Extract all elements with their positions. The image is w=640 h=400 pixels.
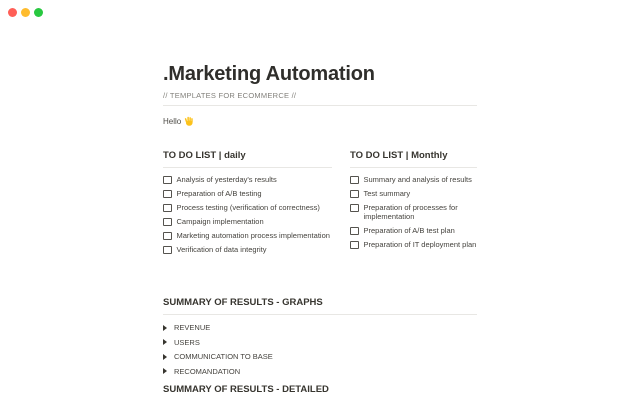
- checkbox[interactable]: [163, 176, 172, 185]
- toggle-item[interactable]: [163, 352, 477, 361]
- toggle-item[interactable]: [163, 367, 477, 376]
- todo-daily-items: [163, 175, 332, 254]
- summary-graphs-divider: [163, 314, 477, 315]
- todo-item-label: Summary and analysis of results: [363, 175, 472, 184]
- close-window-button[interactable]: [8, 8, 17, 17]
- todo-item: [163, 203, 332, 212]
- todo-item: [163, 189, 332, 198]
- summary-graphs-toggles: [163, 323, 477, 376]
- checkbox[interactable]: [350, 241, 359, 250]
- summary-graphs-section: [163, 297, 477, 381]
- toggle-item[interactable]: [163, 338, 477, 347]
- todo-item: [163, 245, 332, 254]
- toggle-label: USERS: [174, 337, 200, 347]
- checkbox[interactable]: [163, 246, 172, 255]
- greeting-text: Hello: [163, 116, 182, 126]
- todo-item: [163, 231, 332, 240]
- toggle-arrow-icon[interactable]: [163, 325, 167, 331]
- todo-item: [350, 240, 477, 249]
- todo-item-label: Process testing (verification of correctness): [176, 203, 320, 212]
- checkbox[interactable]: [163, 204, 172, 213]
- minimize-window-button[interactable]: [21, 8, 30, 17]
- todo-item-label: Preparation of IT deployment plan: [363, 240, 477, 249]
- todo-item-label: Preparation of A/B testing: [176, 189, 262, 198]
- todo-item: [350, 226, 477, 235]
- toggle-item[interactable]: [163, 323, 477, 332]
- checkbox[interactable]: [163, 232, 172, 241]
- summary-detailed-heading: SUMMARY OF RESULTS - DETAILED: [163, 384, 329, 395]
- toggle-arrow-icon[interactable]: [163, 354, 167, 360]
- toggle-label: RECOMANDATION: [174, 366, 241, 376]
- waving-hand-emoji-icon: [184, 116, 194, 126]
- todo-daily-heading: TO DO LIST | daily: [163, 150, 332, 168]
- page-subtitle: // TEMPLATES FOR ECOMMERCE //: [163, 91, 297, 100]
- checkbox[interactable]: [350, 190, 359, 199]
- checkbox[interactable]: [163, 218, 172, 227]
- toggle-arrow-icon[interactable]: [163, 339, 167, 345]
- todo-item: [163, 217, 332, 226]
- todo-monthly-divider: [350, 167, 477, 168]
- title-divider: [163, 105, 477, 106]
- todo-item-label: Preparation of A/B test plan: [363, 226, 455, 235]
- todo-monthly-heading: TO DO LIST | Monthly: [350, 150, 477, 168]
- checkbox[interactable]: [350, 204, 359, 213]
- todo-item-label: Verification of data integrity: [176, 245, 267, 254]
- todo-item: [350, 189, 477, 198]
- todo-daily-column: [163, 150, 332, 259]
- page-content: [163, 64, 477, 259]
- todo-daily-divider: [163, 167, 332, 168]
- summary-detailed-section: [163, 384, 477, 395]
- todo-item: [163, 175, 332, 184]
- todo-item-label: Marketing automation process implementation: [176, 231, 330, 240]
- toggle-label: REVENUE: [174, 323, 211, 332]
- todo-monthly-column: [350, 150, 477, 259]
- todo-item: [350, 175, 477, 184]
- todo-item-label: Analysis of yesterday's results: [176, 175, 277, 184]
- checkbox[interactable]: [350, 176, 359, 185]
- todo-monthly-items: [350, 175, 477, 249]
- summary-graphs-heading: SUMMARY OF RESULTS - GRAPHS: [163, 297, 323, 308]
- todo-item-label: Preparation of processes for implementation: [363, 203, 458, 221]
- toggle-arrow-icon[interactable]: [163, 368, 167, 374]
- todo-item-label: Test summary: [363, 189, 411, 198]
- window-controls: [8, 8, 43, 17]
- greeting-line: [163, 116, 477, 126]
- todo-item: [350, 203, 477, 221]
- checkbox[interactable]: [350, 227, 359, 236]
- todo-item-label: Campaign implementation: [176, 217, 264, 226]
- toggle-label: COMMUNICATION TO BASE: [174, 352, 273, 361]
- zoom-window-button[interactable]: [34, 8, 43, 17]
- page-title: .Marketing Automation: [163, 63, 375, 85]
- todo-columns: [163, 150, 477, 259]
- checkbox[interactable]: [163, 190, 172, 199]
